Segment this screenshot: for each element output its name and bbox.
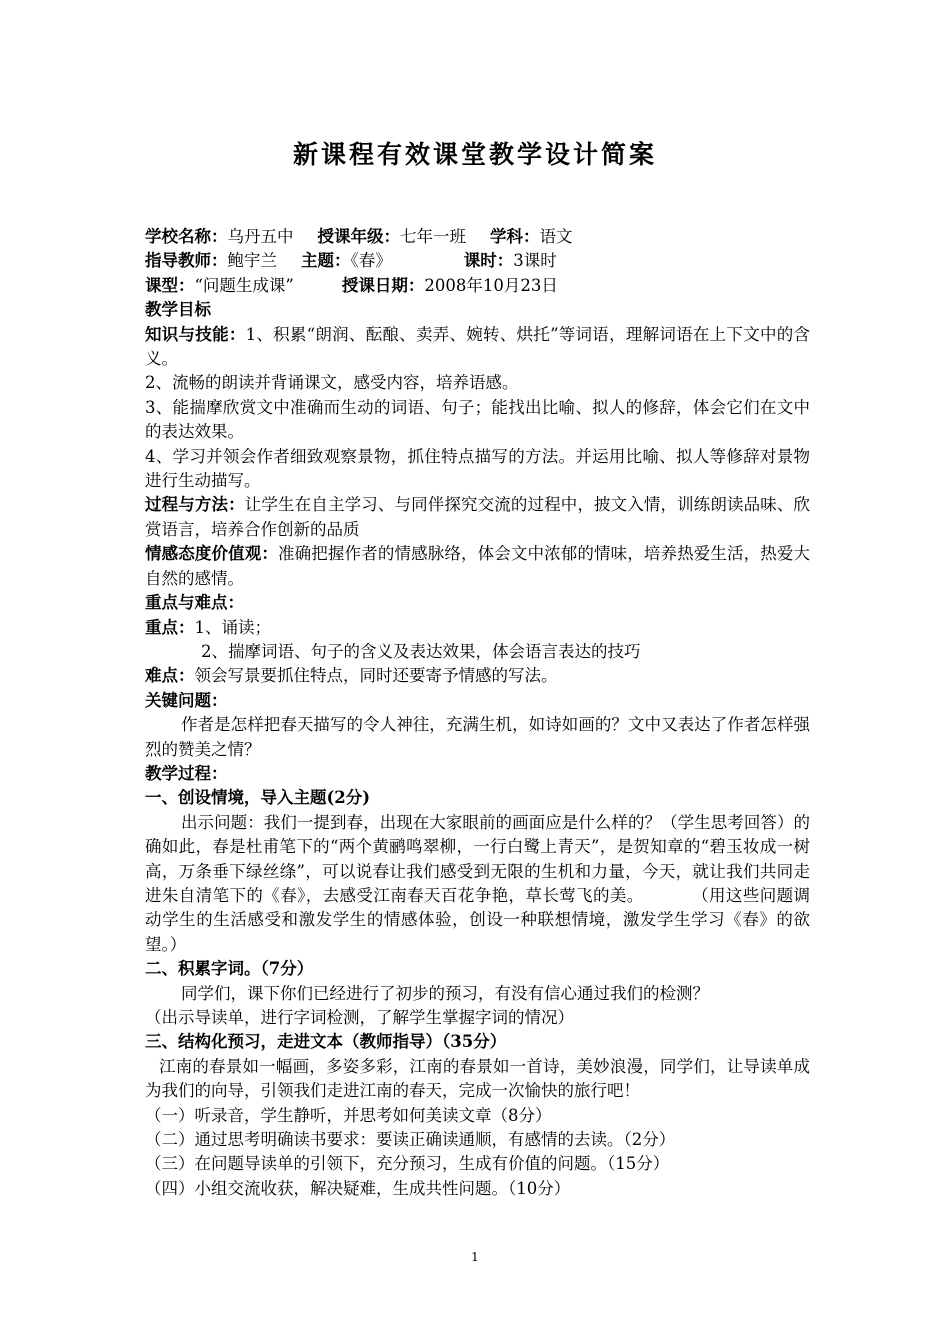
section-3-item-3: （三）在问题导读单的引领下，充分预习，生成有价值的问题。（15分） bbox=[145, 1154, 670, 1174]
hard-label: 难点 bbox=[145, 666, 178, 686]
process-method-text: 让学生在自主学习、与同伴探究交流的过程中，披文入情，训练朗读品味、欣赏语言，培养合作创新的品质 bbox=[145, 495, 811, 539]
section-1-text-a: 出示问题：我们一提到春，出现在大家眼前的画面应是什么样的？（学生思考回答）的确如此，春是杜甫笔下的“两个黄鹂鸣翠柳，一行白鹭上青天”，是贺知章的“碧玉妆成一树高，万条垂下绿丝绦”，可以说春让我们感受到无限的生机和力量，今天，就让我们共同走进朱自清笔下的《春》，去感受江南春天百花争艳，草长莺飞的美。 bbox=[145, 812, 810, 905]
question-text: 作者是怎样把春天描写的令人神往，充满生机，如诗如画的？文中又表达了作者怎样强烈的赞美之情？ bbox=[145, 715, 810, 759]
section-2-text: 同学们，课下你们已经进行了初步的预习，有没有信心通过我们的检测？ bbox=[181, 983, 709, 1003]
document-body bbox=[145, 225, 810, 1201]
knowledge-1: 1、积累“朗润、酝酿、卖弄、婉转、烘托”等词语，理解词语在上下文中的含义。 bbox=[145, 324, 810, 369]
question-heading: 关键问题 bbox=[145, 690, 211, 710]
section-1-text-b: （用这些问题调动学生的生活感受和激发学生的情感体验，创设一种联想情境，激发学生学习《春》的欲望。） bbox=[145, 885, 811, 954]
process-method-para: 过程与方法：让学生在自主学习、与同伴探究交流的过程中，披文入情，训练朗读品味、欣赏语言，培养合作创新的品质 bbox=[145, 495, 811, 539]
grade-label: 授课年级 bbox=[317, 227, 384, 246]
date-label: 授课日期 bbox=[341, 275, 408, 295]
type-value: “问题生成课” bbox=[194, 275, 294, 295]
knowledge-4: 4、学习并领会作者细致观察景物，抓住特点描写的方法。并运用比喻、拟人等修辞对景物进行生动描写。 bbox=[145, 446, 810, 491]
teacher-label: 指导教师 bbox=[145, 251, 211, 271]
emotion-text: 准确把握作者的情感脉络，体会文中浓郁的情味，培养热爱生活，热爱大自然的感情。 bbox=[145, 544, 811, 588]
school-value: 乌丹五中 bbox=[227, 227, 294, 246]
page-number: 1 bbox=[471, 1250, 479, 1264]
key-para: 重点：1、诵读； bbox=[145, 617, 271, 637]
section-3-text: 江南的春景如一幅画，多姿多彩，江南的春景如一首诗，美妙浪漫，同学们，让导读单成为我们的向导，引领我们走进江南的春天，完成一次愉快的旅行吧！ bbox=[145, 1056, 810, 1101]
info-line-2: 指导教师：鲍宇兰 主题：《春》 课时：3课时 bbox=[145, 251, 557, 271]
knowledge-3: 3、能揣摩欣赏文中准确而生动的词语、句子；能找出比喻、拟人的修辞，体会它们在文中的表达效果。 bbox=[145, 397, 810, 442]
emotion-label: 情感态度价值观 bbox=[145, 544, 262, 564]
hours-label: 课时 bbox=[463, 251, 497, 271]
teacher-value: 鲍宇兰 bbox=[227, 251, 277, 271]
knowledge-2: 2、流畅的朗读并背诵课文，感受内容，培养语感。 bbox=[145, 373, 519, 393]
info-line-1: 学校名称：乌丹五中 授课年级：七年一班 学科：语文 bbox=[145, 227, 573, 246]
hard-para: 难点：领会写景要抓住特点，同时还要寄予情感的写法。 bbox=[145, 666, 558, 686]
info-line-3: 课型：“问题生成课” 授课日期：2008年10月23日 bbox=[145, 275, 558, 295]
section-3-item-2: （二）通过思考明确读书要求：要读正确读通顺，有感情的去读。（2分） bbox=[145, 1130, 676, 1150]
key-2: 2、揣摩词语、句子的含义及表达效果，体会语言表达的技巧 bbox=[201, 641, 641, 661]
topic-label: 主题 bbox=[301, 251, 334, 271]
knowledge-para: 知识与技能：1、积累“朗润、酝酿、卖弄、婉转、烘托”等词语，理解词语在上下文中的含义。 bbox=[145, 324, 810, 369]
section-1-title: 一、创设情境，导入主题(2分) bbox=[145, 788, 371, 808]
school-label: 学校名称 bbox=[145, 227, 211, 246]
hours-value: 3课时 bbox=[513, 251, 557, 271]
hard-text: 领会写景要抓住特点，同时还要寄予情感的写法。 bbox=[194, 666, 558, 686]
goals-heading: 教学目标 bbox=[145, 300, 211, 320]
section-3-item-1: （一）听录音，学生静听，并思考如何美读文章（8分） bbox=[145, 1105, 552, 1125]
section-2-note: （出示导读单，进行字词检测，了解学生掌握字词的情况） bbox=[145, 1008, 574, 1027]
type-label: 课型 bbox=[145, 275, 178, 295]
section-2-title: 二、积累字词。（7分） bbox=[145, 959, 314, 979]
knowledge-label: 知识与技能 bbox=[145, 324, 229, 344]
grade-value: 七年一班 bbox=[400, 227, 466, 246]
document-title: 新课程有效课堂教学设计简案 bbox=[292, 140, 657, 169]
subject-value: 语文 bbox=[539, 227, 573, 246]
section-1-text bbox=[145, 811, 810, 957]
process-method-label: 过程与方法 bbox=[145, 495, 229, 515]
question-heading-para: 关键问题： bbox=[145, 690, 228, 710]
key-1: 1、诵读； bbox=[194, 617, 271, 637]
subject-label: 学科 bbox=[490, 227, 523, 246]
section-3-title: 三、结构化预习，走进文本（教师指导）（35分） bbox=[145, 1032, 507, 1052]
emotion-para: 情感态度价值观：准确把握作者的情感脉络，体会文中浓郁的情味，培养热爱生活，热爱大自然的感情。 bbox=[145, 544, 811, 588]
section-3-item-4: （四）小组交流收获，解决疑难，生成共性问题。（10分） bbox=[145, 1178, 571, 1198]
key-label: 重点 bbox=[145, 617, 178, 637]
keys-heading: 重点与难点： bbox=[145, 593, 244, 613]
process-heading: 教学过程： bbox=[145, 763, 228, 783]
topic-value: 《春》 bbox=[350, 251, 392, 271]
date-value: 2008年10月23日 bbox=[424, 275, 558, 295]
